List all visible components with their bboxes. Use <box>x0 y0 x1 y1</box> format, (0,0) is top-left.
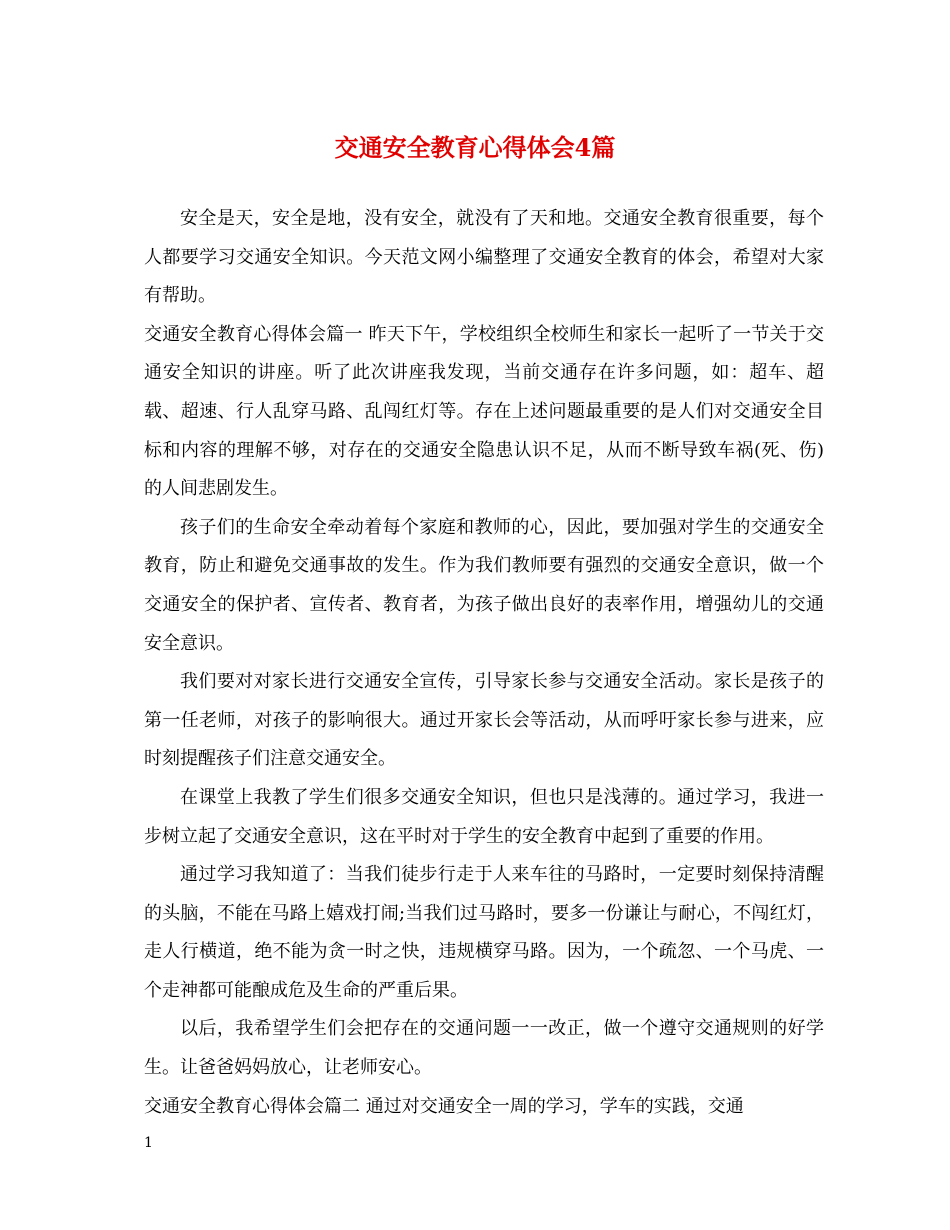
section-two-paragraph <box>144 1088 824 1127</box>
body-paragraph: 以后，我希望学生们会把存在的交通问题一一改正，做一个遵守交通规则的好学生。让爸爸妈妈放心，让老师安心。 <box>144 1018 824 1079</box>
section-text: 昨天下午，学校组织全校师生和家长一起听了一节关于交通安全知识的讲座。听了此次讲座我发现，当前交通存在许多问题，如：超车、超载、超速、行人乱穿马路、乱闯红灯等。存在上述问题最重要的是人们对交通安全目标和内容的理解不够，对存在的交通安全隐患认识不足，从而不断导致车祸(死、伤)的人间悲剧发生。 <box>144 323 824 500</box>
document-body <box>144 200 824 1126</box>
section-heading: 交通安全教育心得体会篇一 <box>144 323 363 345</box>
body-paragraph: 孩子们的生命安全牵动着每个家庭和教师的心，因此，要加强对学生的交通安全教育，防止和避免交通事故的发生。作为我们教师要有强烈的交通安全意识，做一个交通安全的保护者、宣传者、教育者，为孩子做出良好的表率作用，增强幼儿的交通安全意识。 <box>144 516 824 654</box>
page-title: 交通安全教育心得体会4篇 <box>334 133 616 162</box>
body-paragraph: 我们要对对家长进行交通安全宣传，引导家长参与交通安全活动。家长是孩子的第一任老师，对孩子的影响很大。通过开家长会等活动，从而呼吁家长参与进来，应时刻提醒孩子们注意交通安全。 <box>144 671 824 770</box>
page-number: 1 <box>144 1135 153 1151</box>
section-heading: 交通安全教育心得体会篇二 <box>144 1095 360 1117</box>
body-paragraph: 通过学习我知道了：当我们徒步行走于人来车往的马路时，一定要时刻保持清醒的头脑，不能在马路上嬉戏打闹;当我们过马路时，要多一份谦让与耐心，不闯红灯，走人行横道，绝不能为贪一时之快，违规横穿马路。因为，一个疏忽、一个马虎、一个走神都可能酿成危及生命的严重后果。 <box>144 864 824 1001</box>
intro-paragraph: 安全是天，安全是地，没有安全，就没有了天和地。交通安全教育很重要，每个人都要学习交通安全知识。今天范文网小编整理了交通安全教育的体会，希望对大家有帮助。 <box>144 208 824 307</box>
section-one-paragraph <box>144 316 824 509</box>
body-paragraph: 在课堂上我教了学生们很多交通安全知识，但也只是浅薄的。通过学习，我进一步树立起了交通安全意识，这在平时对于学生的安全教育中起到了重要的作用。 <box>144 786 824 847</box>
section-text: 通过对交通安全一周的学习，学车的实践，交通 <box>365 1095 744 1117</box>
